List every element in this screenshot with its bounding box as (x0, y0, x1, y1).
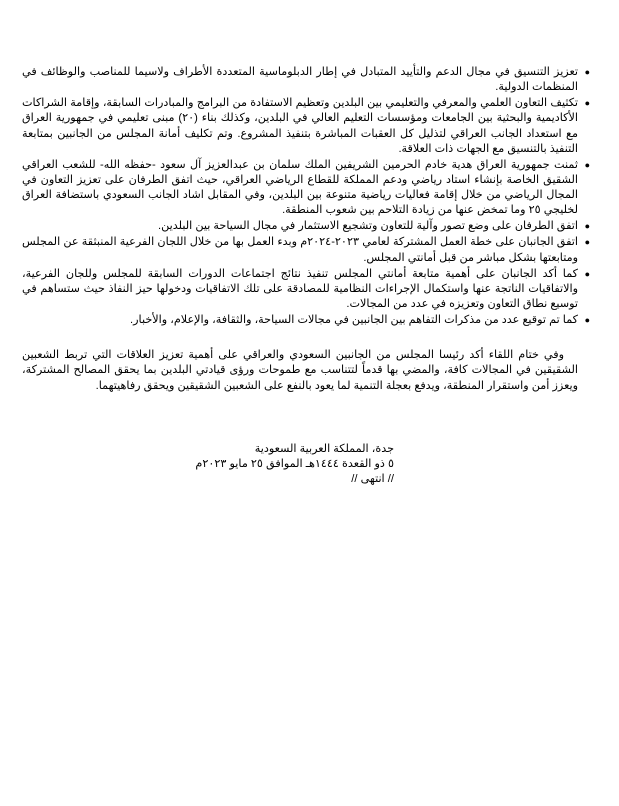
bullet-item (22, 96, 590, 157)
bullet-item (22, 219, 590, 234)
bullet-item (22, 267, 590, 313)
bullet-icon: ● (584, 221, 590, 232)
closing-text: وفي ختام اللقاء أكد رئيسا المجلس من الجانبين السعودي والعراقي على أهمية تعزيز العلاقات التي تربط الشعبين الشقيقين في المجالات كافة، والمضي بها قدماً لتتناسب مع طموحات ورؤى قيادتي البلدين بما يحقق المصالح المشتركة، ويعزز أمن واستقرار المنطقة، ويدفع بعجلة التنمية لما يعود بالنفع على الشعبين الشقيقين ويحقق رفاهيتهما. (22, 349, 578, 392)
bullet-text: تكثيف التعاون العلمي والمعرفي والتعليمي بين البلدين وتعظيم الاستفادة من البرامج والمبادرات السابقة، وإقامة الشراكات الأكاديمية والبحثية بين الجامعات ومؤسسات التعليم العالي في البلدين، وكذلك بناء (٢٠) مبنى تعليمي في جمهورية العراق مع استعداد الجانب العراقي لتذليل كل العقبات المباشرة بتنفيذ المشروع. وتم تكليف أمانة المجلس من الجانبين بمتابعة التنفيذ بالتنسيق مع الجهات ذات العلاقة. (22, 97, 578, 155)
bullet-item (22, 158, 590, 219)
bullet-icon: ● (584, 268, 590, 279)
bullet-icon: ● (584, 237, 590, 248)
signature-place: جدة، المملكة العربية السعودية (254, 443, 394, 455)
bullet-text: كما تم توقيع عدد من مذكرات التفاهم بين الجانبين في مجالات السياحة، والثقافة، والإعلام، والأخبار. (130, 314, 578, 327)
bullet-text: كما أكد الجانبان على أهمية متابعة أمانتي المجلس تنفيذ نتائج اجتماعات الدورات السابقة للمجلس وللجان الفرعية، والاتفاقيات الناتجة عنها واستكمال الإجراءات النظامية للمصادقة على تلك الاتفاقيات ودخولها حيز النفاذ حيث ستساهم في توسيع نطاق التعاون وتعزيزه في عدد من المجالات. (22, 267, 578, 311)
bullet-text: ثمنت جمهورية العراق هدية خادم الحرمين الشريفين الملك سلمان بن عبدالعزيز آل سعود -حفظه الله- للشعب العراقي الشقيق الخاصة بإنشاء استاد رياضي ودعم المملكة للقطاع الرياضي العراقي، حيث اتفق الطرفان على تعزيز التعاون في المجال الرياضي من خلال إقامة فعاليات رياضية متنوعة بين البلدين، وفي المقابل اشاد الجانب السعودي باستضافة العراق لخليجي ٢٥ وما تمخض عنها من زيادة التلاحم بين شعوب المنطقة. (22, 158, 578, 217)
bullet-text: اتفق الجانبان على خطة العمل المشتركة لعامي ٢٠٢٣-٢٠٢٤م وبدء العمل بها من خلال اللجان الفرعية المنبثقة عن المجلس ومتابعتها بشكل مباشر من قبل أمانتي المجلس. (22, 236, 578, 264)
bullet-text: اتفق الطرفان على وضع تصور وآلية للتعاون وتشجيع الاستثمار في مجال السياحة بين البلدين. (158, 220, 578, 233)
bullet-list (22, 65, 590, 328)
bullet-item (22, 235, 590, 265)
closing-paragraph (22, 348, 578, 394)
document-body (22, 65, 590, 405)
bullet-item (22, 65, 590, 95)
signature-end-marker: // انتهى // (351, 473, 394, 486)
bullet-item (22, 313, 590, 328)
signature-date: ٥ ذو القعدة ١٤٤٤هـ الموافق ٢٥ مايو ٢٠٢٣م (195, 458, 394, 471)
signature-block (195, 442, 394, 488)
bullet-icon: ● (584, 67, 590, 77)
bullet-text: تعزيز التنسيق في مجال الدعم والتأييد المتبادل في إطار الدبلوماسية المتعددة الأطراف ولاسيما للمناصب والوظائف في المنظمات الدولية. (22, 66, 578, 94)
bullet-icon: ● (584, 98, 590, 109)
bullet-icon: ● (584, 315, 590, 326)
bullet-icon: ● (584, 159, 590, 170)
